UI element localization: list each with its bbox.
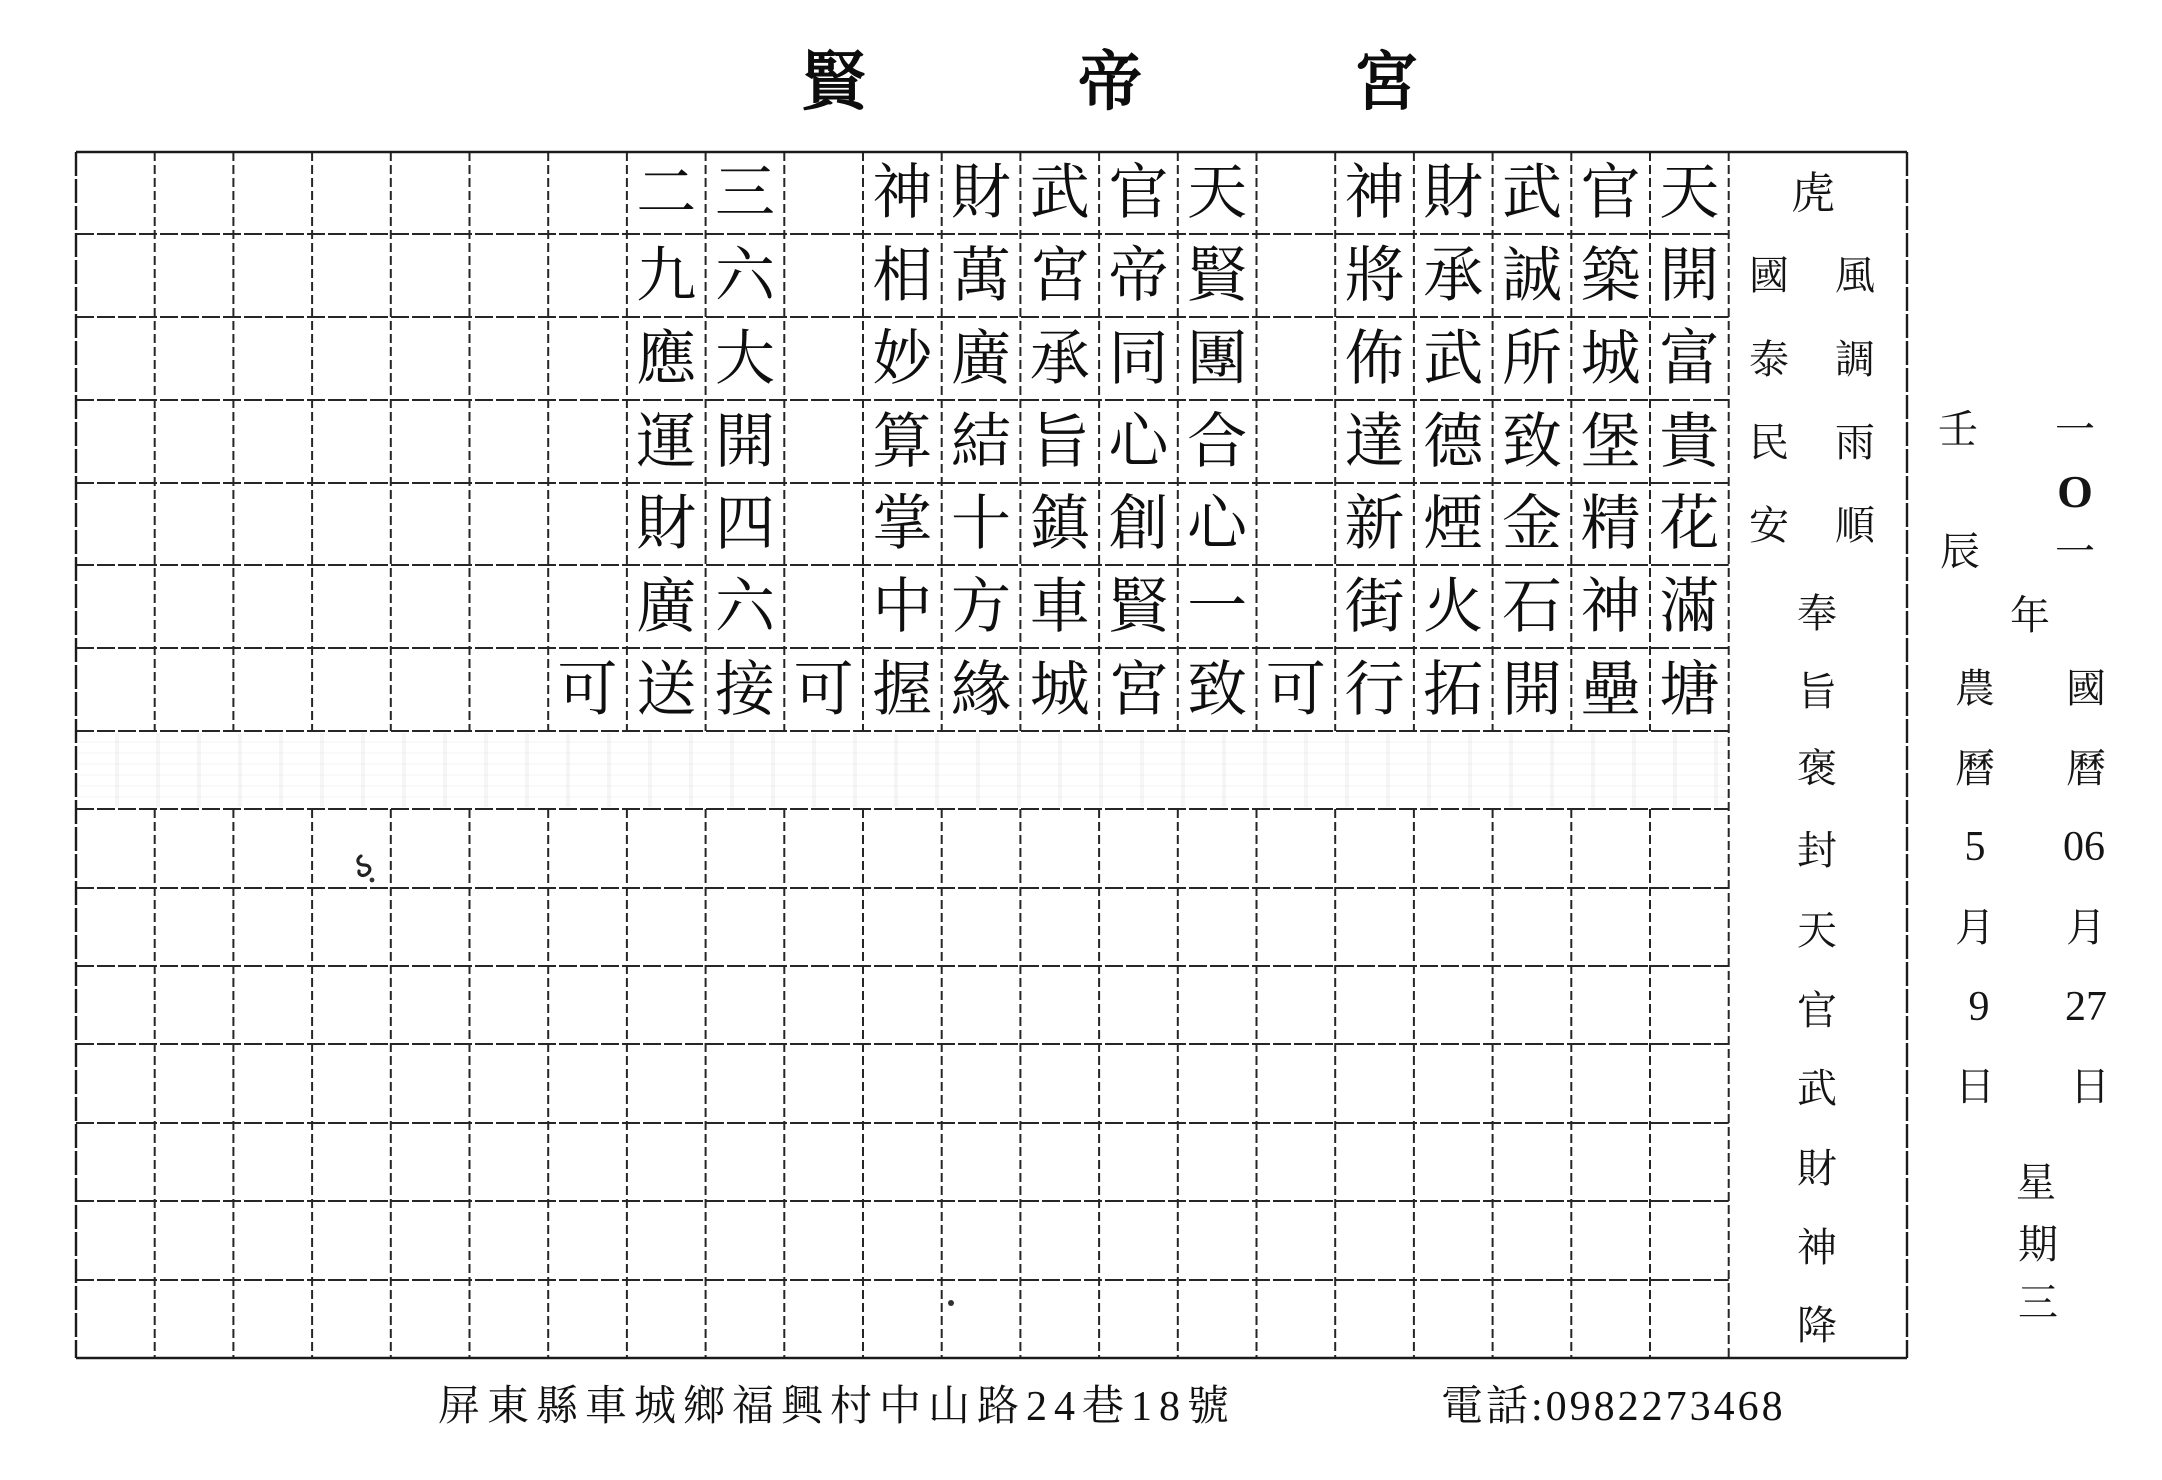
verse-char: 開 [1501, 654, 1562, 725]
blessing-char: 調 [1835, 337, 1875, 383]
lunar-date-char: 日 [1955, 1064, 1995, 1110]
blessing-char: 國 [1749, 253, 1789, 299]
verse-char: 開 [714, 406, 775, 477]
blessing-char: 雨 [1835, 420, 1875, 466]
temple-phone: 電話:0982273468 [1441, 1384, 1786, 1430]
gregorian-date-char: 月 [2066, 905, 2106, 951]
verse-char: 結 [951, 406, 1012, 477]
verse-char: 行 [1344, 654, 1405, 725]
verse-char: 接 [714, 654, 775, 725]
temple-address: 屏東縣車城鄉福興村中山路24巷18號 [438, 1384, 1237, 1430]
decree-char: 奉 [1797, 591, 1837, 637]
decree-char: 財 [1797, 1146, 1837, 1192]
verse-char: 武 [1501, 158, 1562, 228]
gregorian-date-char: 國 [2066, 666, 2106, 712]
gregorian-date-char: 曆 [2066, 746, 2106, 792]
verse-char: 大 [714, 323, 775, 394]
verse-char: 萬 [951, 240, 1012, 311]
verse-char: 承 [1423, 240, 1484, 311]
verse-char: 合 [1187, 406, 1248, 477]
verse-char: 賢 [1108, 571, 1169, 642]
verse-char: 金 [1501, 489, 1562, 559]
verse-char: 宮 [1108, 654, 1169, 725]
roc-year-char: O [2057, 466, 2093, 517]
verse-char: 城 [1029, 654, 1090, 725]
verse-char: 可 [557, 654, 618, 725]
verse-char: 天 [1659, 158, 1720, 228]
verse-char: 掌 [872, 489, 933, 559]
verse-char: 鎮 [1029, 489, 1090, 559]
weekday-char: 三 [2018, 1280, 2058, 1326]
verse-char: 天 [1187, 158, 1248, 228]
verse-char: 四 [714, 489, 775, 559]
verse-char: 六 [714, 571, 775, 642]
roc-year-char: 一 [2055, 529, 2095, 575]
verse-char: 所 [1501, 323, 1562, 394]
verse-char: 財 [951, 158, 1012, 228]
verse-char: 賢 [1187, 240, 1248, 311]
verse-char: 一 [1187, 571, 1248, 642]
verse-char: 神 [1580, 571, 1641, 642]
decree-char: 官 [1797, 988, 1837, 1034]
verse-char: 誠 [1501, 240, 1562, 311]
verse-char: 滿 [1659, 571, 1720, 642]
temple-title: 賢帝宮 [802, 45, 1630, 120]
verse-char: 運 [636, 406, 697, 477]
verse-char: 團 [1187, 323, 1248, 394]
verse-char: 算 [872, 406, 933, 477]
verse-char: 石 [1501, 571, 1562, 642]
ganzhi-year-char: 壬 [1938, 407, 1978, 453]
decree-char: 封 [1797, 828, 1837, 874]
verse-char: 中 [872, 571, 933, 642]
verse-char: 緣 [951, 654, 1012, 725]
verse-char: 財 [636, 489, 697, 559]
ganzhi-year-char: 辰 [1940, 529, 1980, 575]
gregorian-month: 06 [2063, 824, 2105, 870]
verse-char: 廣 [951, 323, 1012, 394]
verse-char: 二 [636, 158, 697, 228]
verse-char: 可 [1265, 654, 1326, 725]
verse-char: 創 [1108, 489, 1169, 559]
decree-char: 神 [1797, 1225, 1837, 1271]
verse-char: 煙 [1423, 489, 1484, 559]
ink-smudge [352, 850, 382, 886]
verse-char: 六 [714, 240, 775, 311]
verse-char: 廣 [636, 571, 697, 642]
verse-char: 貴 [1659, 406, 1720, 477]
verse-char: 將 [1344, 240, 1405, 311]
weekday-char: 期 [2018, 1222, 2058, 1268]
lunar-date-char: 曆 [1955, 746, 1995, 792]
verse-char: 壘 [1580, 654, 1641, 725]
verse-char: 築 [1580, 240, 1641, 311]
verse-char: 車 [1029, 571, 1090, 642]
decree-char: 旨 [1797, 669, 1837, 715]
ink-dot [946, 1298, 956, 1308]
lunar-date-char: 月 [1955, 905, 1995, 951]
verse-char: 達 [1344, 406, 1405, 477]
verse-char: 妙 [872, 323, 933, 394]
verse-char: 官 [1108, 158, 1169, 228]
verse-char: 城 [1580, 323, 1641, 394]
verse-char: 送 [636, 654, 697, 725]
lunar-date-char: 農 [1955, 666, 1995, 712]
verse-char: 神 [1344, 158, 1405, 228]
verse-char: 心 [1187, 489, 1248, 559]
blessing-char: 泰 [1749, 337, 1789, 383]
verse-char: 花 [1659, 489, 1720, 559]
verse-char: 致 [1187, 654, 1248, 725]
verse-char: 握 [872, 654, 933, 725]
weekday-char: 星 [2016, 1160, 2056, 1206]
verse-char: 心 [1108, 406, 1169, 477]
lunar-month: 5 [1964, 824, 1986, 870]
decree-char: 降 [1797, 1303, 1837, 1349]
verse-char: 財 [1423, 158, 1484, 228]
verse-char: 可 [793, 654, 854, 725]
gregorian-day: 27 [2065, 984, 2107, 1030]
verse-char: 武 [1029, 158, 1090, 228]
verse-char: 相 [872, 240, 933, 311]
verse-char: 街 [1344, 571, 1405, 642]
verse-char: 開 [1659, 240, 1720, 311]
blessing-char: 民 [1749, 420, 1789, 466]
lunar-day: 9 [1968, 984, 1990, 1030]
roc-year-char: 一 [2055, 407, 2095, 453]
verse-char: 武 [1423, 323, 1484, 394]
verse-char: 富 [1659, 323, 1720, 394]
verse-char: 方 [951, 571, 1012, 642]
verse-char: 宮 [1029, 240, 1090, 311]
blessing-char: 安 [1749, 503, 1789, 549]
decree-char: 天 [1797, 908, 1837, 954]
verse-char: 應 [636, 323, 697, 394]
verse-char: 致 [1501, 406, 1562, 477]
verse-char: 三 [714, 158, 775, 228]
verse-char: 九 [636, 240, 697, 311]
verse-char: 十 [951, 489, 1012, 559]
verse-char: 堡 [1580, 406, 1641, 477]
gregorian-date-char: 日 [2070, 1064, 2110, 1110]
side-panel-header-char: 虎 [1791, 168, 1835, 219]
verse-char: 承 [1029, 323, 1090, 394]
verse-char: 火 [1423, 571, 1484, 642]
decree-char: 武 [1797, 1066, 1837, 1112]
verse-char: 德 [1423, 406, 1484, 477]
blessing-char: 風 [1835, 253, 1875, 299]
verse-char: 同 [1108, 323, 1169, 394]
verse-char: 佈 [1344, 323, 1405, 394]
verse-char: 新 [1344, 489, 1405, 559]
verse-char: 塘 [1659, 654, 1720, 725]
verse-char: 帝 [1108, 240, 1169, 311]
verse-char: 拓 [1423, 654, 1484, 725]
verse-char: 旨 [1029, 406, 1090, 477]
verse-char: 神 [872, 158, 933, 228]
verse-char: 官 [1580, 158, 1641, 228]
blessing-char: 順 [1835, 503, 1875, 549]
verse-char: 精 [1580, 489, 1641, 559]
decree-char: 褒 [1797, 746, 1837, 792]
roc-year-char: 年 [2010, 593, 2050, 639]
